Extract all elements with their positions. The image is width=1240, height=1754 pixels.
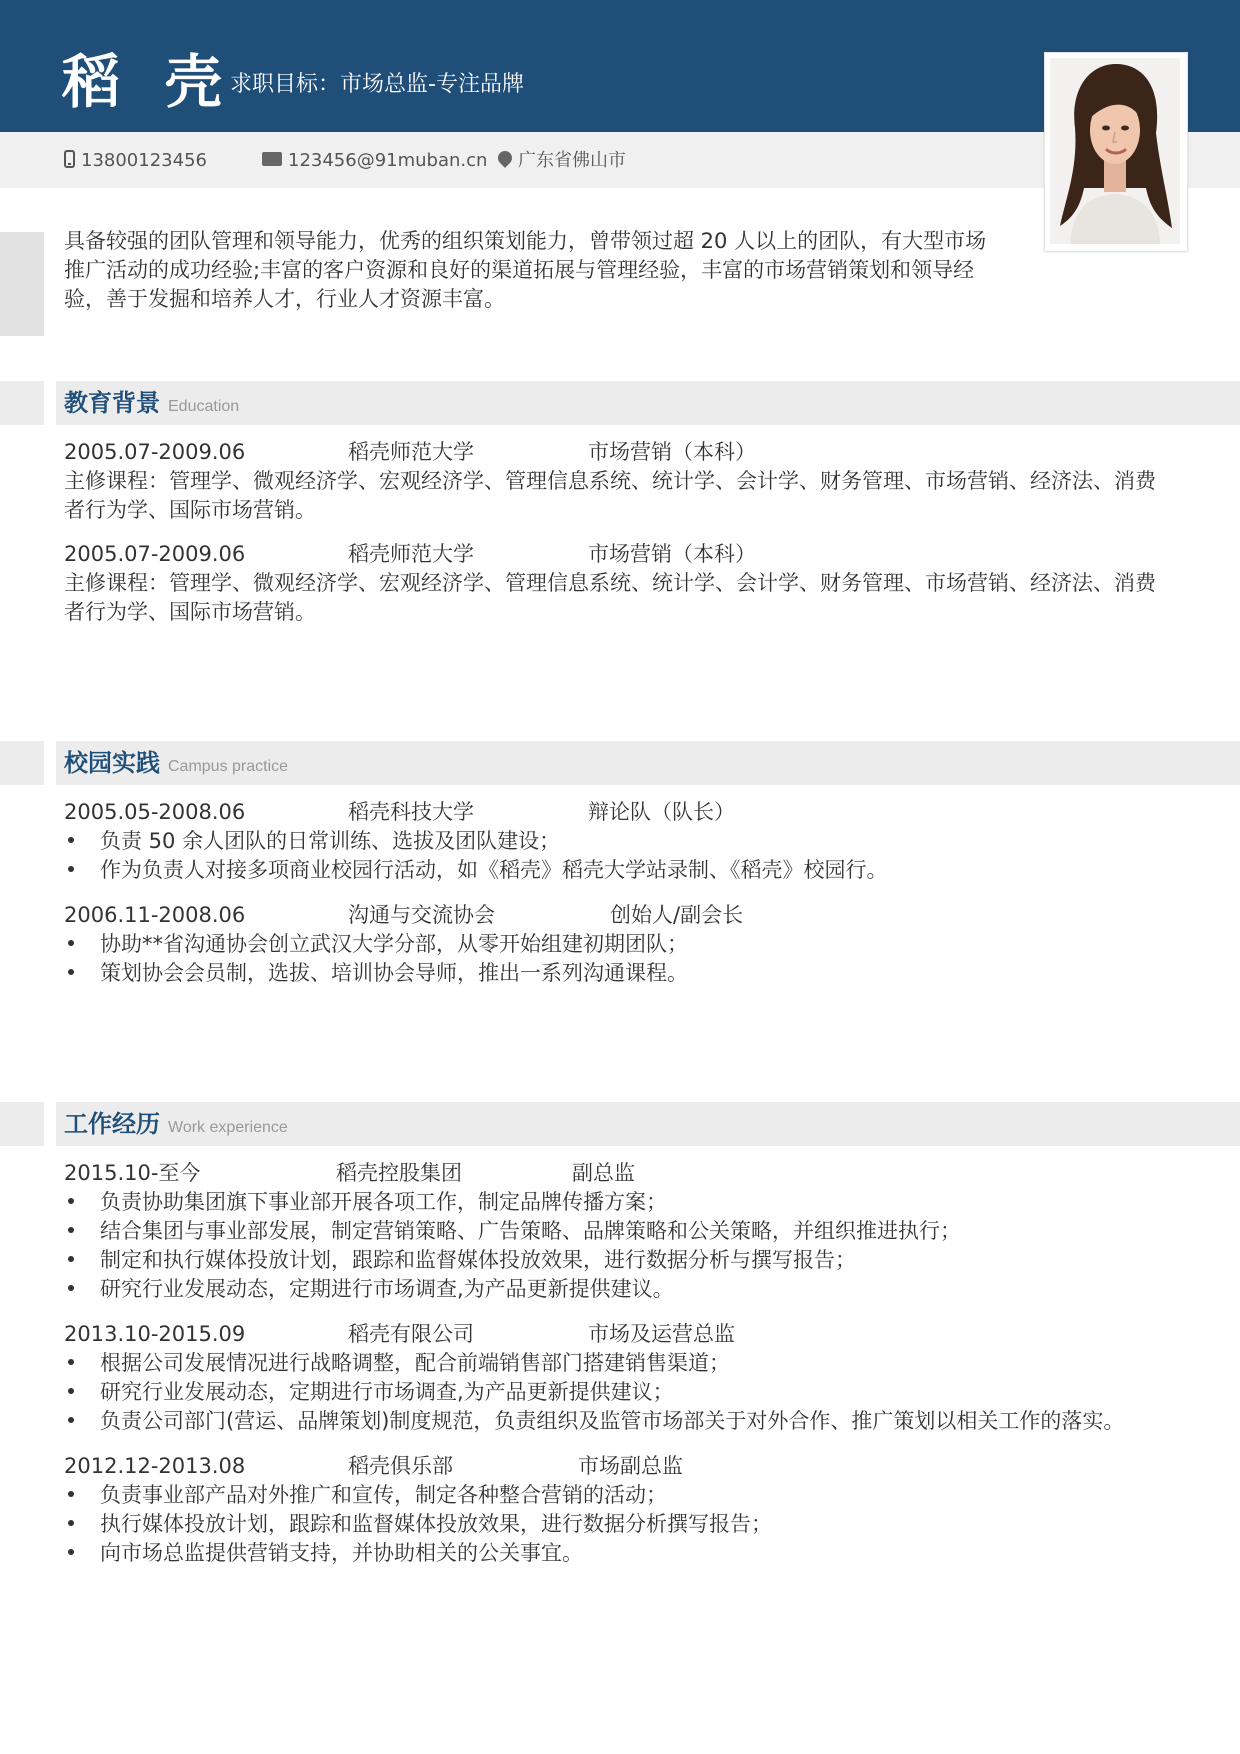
bullet-dot xyxy=(68,1549,74,1555)
list-item-text: 负责 50 余人团队的日常训练、选拔及团队建设； xyxy=(100,829,561,853)
location-icon xyxy=(495,148,515,168)
campus-title: 校园实践 xyxy=(64,749,160,777)
list-item xyxy=(64,856,888,885)
list-item xyxy=(64,959,688,988)
bullet-dot xyxy=(68,1417,74,1423)
list-item-text: 制定和执行媒体投放计划，跟踪和监督媒体投放效果，进行数据分析与撰写报告； xyxy=(100,1248,856,1272)
campus-title-en: Campus practice xyxy=(168,758,289,775)
campus-period: 2006.11-2008.06 xyxy=(64,903,246,927)
bullet-dot xyxy=(68,1256,74,1262)
list-item xyxy=(64,1510,772,1539)
list-item xyxy=(64,1378,674,1407)
campus-org: 稻壳科技大学 xyxy=(348,800,474,824)
bullet-dot xyxy=(68,969,74,975)
section-title-work xyxy=(64,1102,288,1146)
education-title: 教育背景 xyxy=(64,389,160,417)
work-period: 2012.12-2013.08 xyxy=(64,1454,246,1478)
candidate-name: 稻 壳 xyxy=(62,48,235,116)
campus-role: 创始人/副会长 xyxy=(610,903,744,927)
work-title-en: Work experience xyxy=(168,1119,288,1136)
bullet-dot xyxy=(68,1227,74,1233)
section-title-campus xyxy=(64,741,288,785)
section-stub-work xyxy=(0,1102,44,1146)
list-item-text: 作为负责人对接多项商业校园行活动，如《稻壳》稻壳大学站录制、《稻壳》校园行。 xyxy=(100,858,888,882)
avatar xyxy=(1050,58,1180,244)
bullet-dot xyxy=(68,866,74,872)
work-position: 副总监 xyxy=(572,1161,635,1185)
list-item xyxy=(64,1407,1124,1436)
campus-org: 沟通与交流协会 xyxy=(348,903,495,927)
bullet-dot xyxy=(68,1388,74,1394)
bullet-dot xyxy=(68,1198,74,1204)
location-text: 广东省佛山市 xyxy=(518,150,626,171)
contact-email xyxy=(262,148,487,174)
list-item-text: 负责公司部门(营运、品牌策划)制度规范，负责组织及监管市场部关于对外合作、推广策划以相关工作的落实。 xyxy=(100,1409,1125,1433)
contact-phone xyxy=(64,148,207,174)
list-item-text: 负责事业部产品对外推广和宣传，制定各种整合营销的活动； xyxy=(100,1483,667,1507)
list-item-text: 策划协会会员制，选拔、培训协会导师，推出一系列沟通课程。 xyxy=(100,961,688,985)
profile-summary: 具备较强的团队管理和领导能力，优秀的组织策划能力，曾带领过超 20 人以上的团队，有大型市场推广活动的成功经验;丰富的客户资源和良好的渠道拓展与管理经验，丰富的市场营销策划和领导经验，善于发掘和培养人才，行业人才资源丰富。 xyxy=(64,229,987,311)
list-item xyxy=(64,1481,667,1510)
list-item-text: 协助**省沟通协会创立武汉大学分部，从零开始组建初期团队； xyxy=(100,932,688,956)
bullet-dot xyxy=(68,1491,74,1497)
list-item xyxy=(64,1539,583,1568)
section-stub-campus xyxy=(0,741,44,785)
edu-school: 稻壳师范大学 xyxy=(348,440,474,464)
list-item xyxy=(64,1188,667,1217)
work-company: 稻壳俱乐部 xyxy=(348,1454,453,1478)
edu-major: 市场营销（本科） xyxy=(588,542,756,566)
list-item-text: 负责协助集团旗下事业部开展各项工作，制定品牌传播方案； xyxy=(100,1190,667,1214)
list-item xyxy=(64,1349,730,1378)
work-position: 市场副总监 xyxy=(578,1454,683,1478)
bullet-dot xyxy=(68,1520,74,1526)
work-company: 稻壳控股集团 xyxy=(336,1161,462,1185)
portrait-illustration xyxy=(1050,58,1180,244)
contact-location xyxy=(498,148,626,174)
edu-courses: 主修课程：管理学、微观经济学、宏观经济学、管理信息系统、统计学、会计学、财务管理、市场营销、经济法、消费者行为学、国际市场营销。 xyxy=(64,571,1156,624)
edu-school: 稻壳师范大学 xyxy=(348,542,474,566)
list-item-text: 向市场总监提供营销支持，并协助相关的公关事宜。 xyxy=(100,1541,583,1565)
email-address: 123456@91muban.cn xyxy=(288,150,488,171)
edu-period: 2005.07-2009.06 xyxy=(64,542,246,566)
campus-period: 2005.05-2008.06 xyxy=(64,800,246,824)
work-title: 工作经历 xyxy=(64,1110,160,1138)
section-stub-education xyxy=(0,381,44,425)
bullet-dot xyxy=(68,940,74,946)
list-item xyxy=(64,1217,961,1246)
work-period: 2013.10-2015.09 xyxy=(64,1322,246,1346)
summary-accent-bar xyxy=(0,232,44,336)
list-item-text: 执行媒体投放计划，跟踪和监督媒体投放效果，进行数据分析撰写报告； xyxy=(100,1512,772,1536)
phone-icon xyxy=(64,150,75,168)
list-item-text: 结合集团与事业部发展，制定营销策略、广告策略、品牌策略和公关策略，并组织推进执行； xyxy=(100,1219,961,1243)
edu-courses: 主修课程：管理学、微观经济学、宏观经济学、管理信息系统、统计学、会计学、财务管理、市场营销、经济法、消费者行为学、国际市场营销。 xyxy=(64,469,1156,522)
list-item xyxy=(64,1275,674,1304)
work-company: 稻壳有限公司 xyxy=(348,1322,474,1346)
list-item-text: 研究行业发展动态，定期进行市场调查,为产品更新提供建议。 xyxy=(100,1277,674,1301)
list-item xyxy=(64,1246,856,1275)
section-title-education xyxy=(64,381,239,425)
work-period: 2015.10-至今 xyxy=(64,1161,201,1185)
edu-major: 市场营销（本科） xyxy=(588,440,756,464)
bullet-dot xyxy=(68,837,74,843)
list-item xyxy=(64,930,688,959)
campus-role: 辩论队（队长） xyxy=(588,800,735,824)
edu-period: 2005.07-2009.06 xyxy=(64,440,246,464)
job-objective: 求职目标：市场总监-专注品牌 xyxy=(230,72,524,97)
list-item xyxy=(64,827,560,856)
education-title-en: Education xyxy=(168,398,240,415)
list-item-text: 根据公司发展情况进行战略调整，配合前端销售部门搭建销售渠道； xyxy=(100,1351,730,1375)
bullet-dot xyxy=(68,1285,74,1291)
bullet-dot xyxy=(68,1359,74,1365)
list-item-text: 研究行业发展动态，定期进行市场调查,为产品更新提供建议； xyxy=(100,1380,674,1404)
phone-number: 13800123456 xyxy=(81,150,207,171)
mail-icon xyxy=(262,152,282,166)
work-position: 市场及运营总监 xyxy=(588,1322,735,1346)
